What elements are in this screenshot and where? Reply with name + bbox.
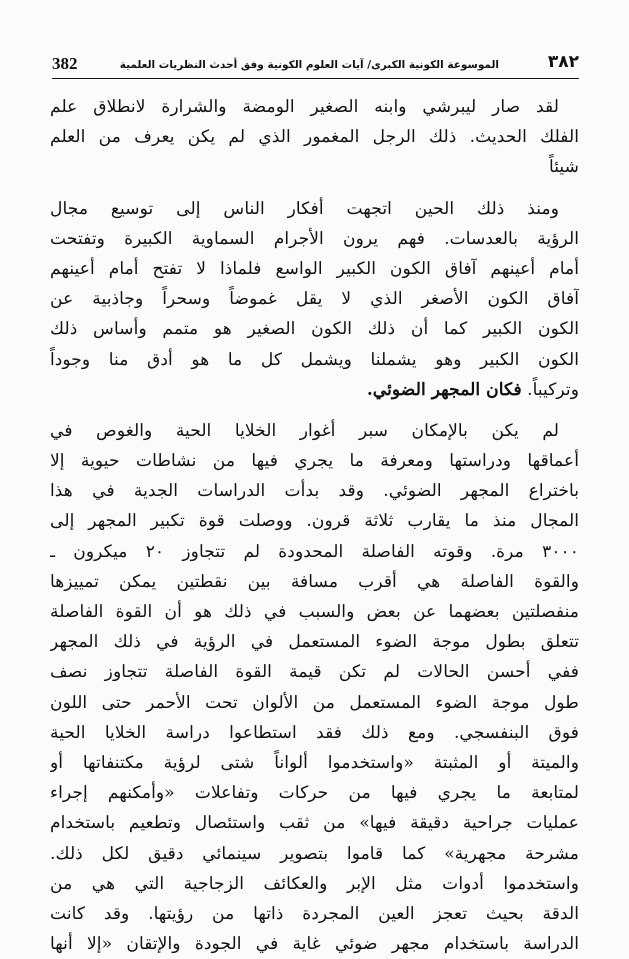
text-line: لمتابعة ما يجري فيها من حركات وتفاعلات «وأمكنهم إجراء (50, 783, 579, 804)
text-line: ففي أحسن الحالات لم تكن قيمة القوة الفاصلة تتجاوز نصف (50, 662, 579, 683)
text-line: الكون الكبير وهو يشملنا ويشمل كل ما هو أدق منا وجوداً (50, 349, 579, 370)
bold-phrase: فكان المجهر الضوئي. (366, 379, 522, 400)
text-line: باختراع المجهر الضوئي. وقد بدأت الدراسات الجدية في هذا (50, 481, 579, 502)
text-line: تتعلق بطول موجة الضوء المستعمل في الرؤية في ذلك المجهر (50, 632, 579, 653)
paragraph-1 (50, 92, 579, 183)
running-title: الموسوعة الكونية الكبرى/ آيات العلوم الكونية وفق أحدث النظريات العلمية (119, 59, 499, 71)
text-line: فوق البنفسجي. ومع ذلك فقد استطاعوا دراسة الخلايا الحية (50, 722, 579, 743)
text-line: المجال منذ ما يقارب ثلاثة قرون. ووصلت قوة تكبير المجهر إلى (50, 511, 579, 532)
text-line: الفلك الحديث. ذلك الرجل المغمور الذي لم يكن يعرف من العلم (50, 127, 579, 148)
text-line: والقوة الفاصلة هي أقرب مسافة بين نقطتين يمكن تمييزها (50, 571, 579, 592)
text-line: الدراسة باستخدام مجهر ضوئي غاية في الجودة والإتقان «إلا أنها (50, 934, 579, 955)
text-line: واستخدموا أدوات مثل الإبر والعكائف الزجاجية التي هي من (50, 873, 579, 894)
text-line: الرؤية بالعدسات. فهم يرون الأجرام السماوية الكبيرة وتفتحت (50, 228, 579, 249)
text-line: لقد صار ليبرشي وابنه الصغير الومضة والشرارة لانطلاق علم (50, 97, 559, 117)
text-line: طول موجة الضوء المستعمل من الألوان تحت الأحمر حتى اللون (50, 692, 579, 713)
text-line: شيئاً (548, 157, 579, 178)
page-header (52, 50, 579, 79)
text-line: الدقة بحيث تعجز العين المجردة ذاتها من رؤيتها. وقد كانت (50, 903, 579, 924)
text-line: منفصلتين بعضهما عن بعض والسبب في ذلك هو أن القوة الفاصلة (50, 602, 579, 622)
page-number-arabic: ٣٨٢ (547, 52, 579, 72)
text-line: أمام أعينهم آفاق الكون الكبير الواسع فلماذا لا تفتح أمام أعينهم (50, 258, 579, 279)
text-line: عمليات جراحية دقيقة فيها» من ثقب واستئصال وتطعيم باستخدام (50, 813, 579, 834)
text-run: وتركيباً. (527, 379, 579, 400)
text-line: ومنذ ذلك الحين اتجهت أفكار الناس إلى توسيع مجال (50, 198, 559, 219)
body-text (50, 92, 579, 959)
text-line: ٣٠٠٠ مرة. وقوته الفاصلة المحدودة لم تتجاوز ٢٠ ميكرون ـ (50, 541, 579, 562)
paragraph-2 (50, 194, 579, 405)
text-line: لم يكن بالإمكان سبر أغوار الخلايا الحية والغوص في (50, 420, 559, 441)
text-line (50, 375, 579, 405)
text-line: آفاق الكون الأصغر الذي لا يقل غموضاً وسحراً وجاذبية عن (50, 289, 579, 310)
text-line: والميتة أو المثبتة «واستخدموا ألواناً شتى لرؤية مكتنفاتها أو (50, 752, 579, 773)
text-line: أعماقها ودراستها ومعرفة ما يجري فيها من نشاطات حيوية إلا (50, 451, 579, 472)
page-number-latin: 382 (52, 54, 78, 73)
paragraph-3 (50, 416, 579, 959)
text-line: الكون الكبير كما أن ذلك الكون الصغير هو متمم وأساس ذلك (50, 319, 579, 340)
text-line: مشرحة مجهرية» كما قاموا بتصوير سينمائي دقيق لكل ذلك. (50, 843, 579, 864)
